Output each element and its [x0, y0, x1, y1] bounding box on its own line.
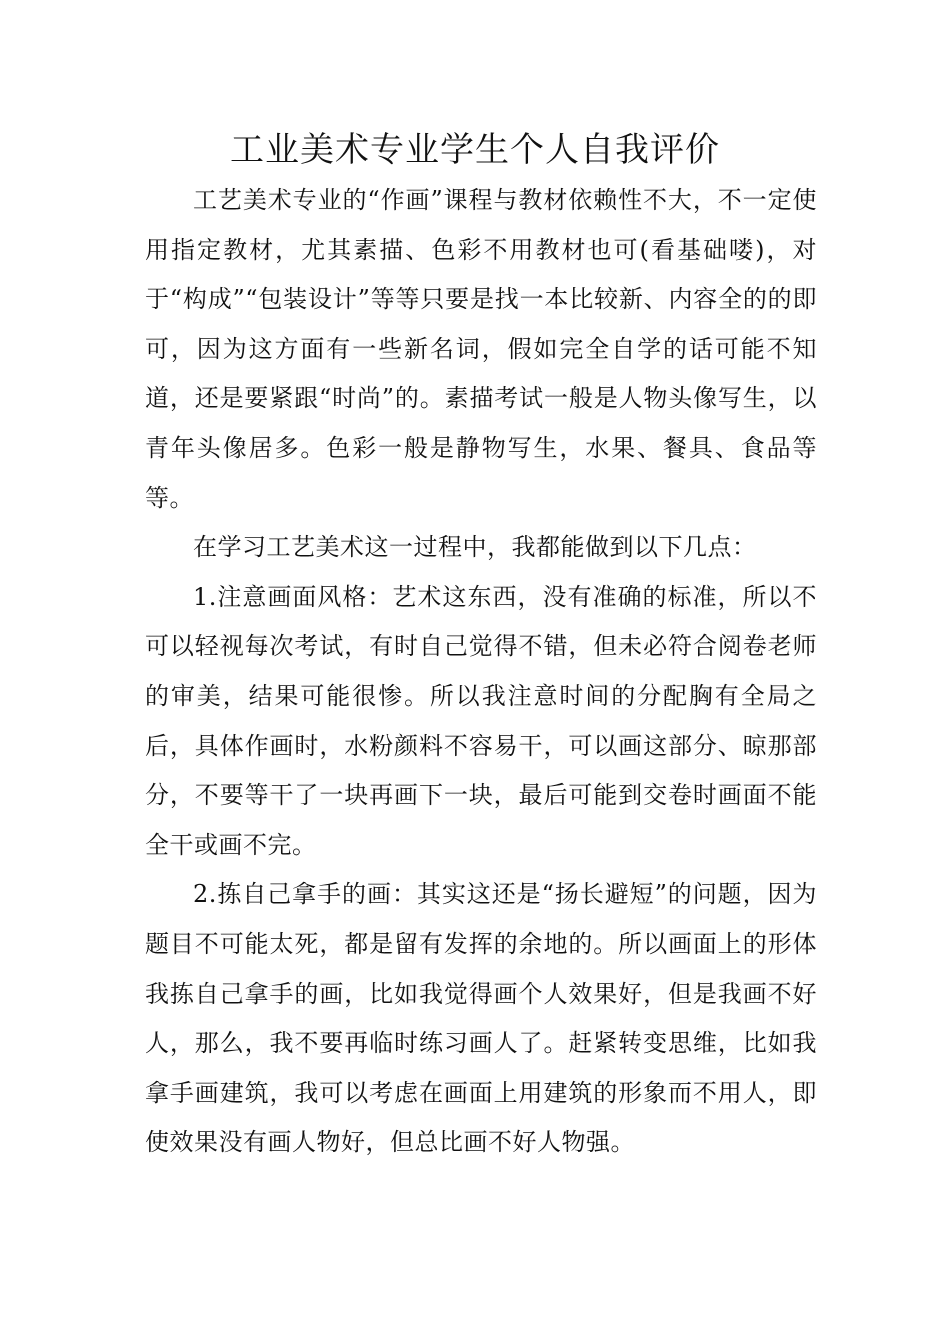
paragraph-intro: 工艺美术专业的“作画”课程与教材依赖性不大，不一定使用指定教材，尤其素描、色彩不用教材也可(看基础喽)，对于“构成”“包装设计”等等只要是找一本比较新、内容全的的即可，因为这方面有一些新名词，假如完全自学的话可能不知道，还是要紧跟“时尚”的。素描考试一般是人物头像写生，以青年头像居多。色彩一般是静物写生，水果、餐具、食品等等。	[145, 186, 817, 512]
document-body	[145, 176, 817, 1168]
paragraph-point-1: 1.注意画面风格：艺术这东西，没有准确的标准，所以不可以轻视每次考试，有时自己觉得不错，但未必符合阅卷老师的审美，结果可能很惨。所以我注意时间的分配胸有全局之后，具体作画时，水粉颜料不容易干，可以画这部分、晾那部分，不要等干了一块再画下一块，最后可能到交卷时画面不能全干或画不完。	[145, 582, 817, 859]
paragraph-points-lead: 在学习工艺美术这一过程中，我都能做到以下几点：	[193, 533, 757, 562]
document-title: 工业美术专业学生个人自我评价	[230, 130, 720, 170]
paragraph-point-2: 2.拣自己拿手的画：其实这还是“扬长避短”的问题，因为题目不可能太死，都是留有发挥的余地的。所以画面上的形体我拣自己拿手的画，比如我觉得画个人效果好，但是我画不好人，那么，我不要再临时练习画人了。赶紧转变思维，比如我拿手画建筑，我可以考虑在画面上用建筑的形象而不用人，即使效果没有画人物好，但总比画不好人物强。	[145, 880, 817, 1157]
